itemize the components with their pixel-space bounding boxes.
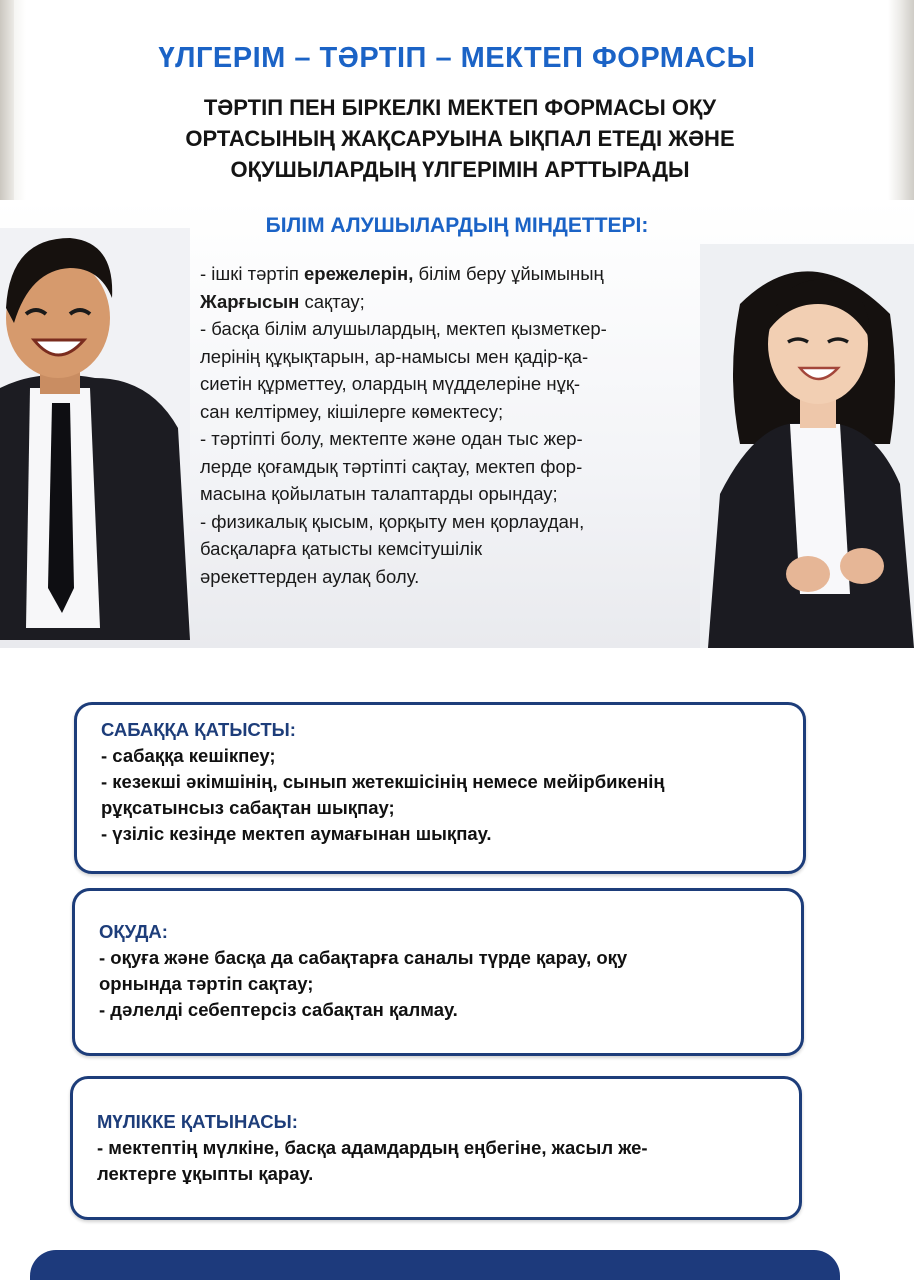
subtitle-line: ОРТАСЫНЫҢ ЖАҚСАРУЫНА ЫҚПАЛ ЕТЕДІ ЖӘНЕ — [185, 126, 735, 151]
obligation-line: сиетін құрметтеу, олардың мүдделеріне нұқ- — [200, 373, 581, 394]
obligation-line: басқаларға қатысты кемсітушілік — [200, 538, 483, 559]
card-line: - дәлелді себептерсіз сабақтан қалмау. — [99, 999, 458, 1020]
page-subtitle — [110, 92, 810, 185]
card-line: орнында тәртіп сақтау; — [99, 973, 314, 994]
obligation-line: - басқа білім алушылардың, мектеп қызметкер- — [200, 318, 607, 339]
obligation-line: лерінің құқықтарын, ар-намысы мен қадір-қа- — [200, 345, 589, 367]
obligation-line — [200, 288, 710, 316]
obligation-line: әрекеттерден аулақ болу. — [200, 565, 420, 587]
card-studies — [72, 888, 804, 1056]
obligations-list — [200, 260, 710, 590]
obligation-line — [200, 260, 710, 288]
obligation-line: масына қойылатын талаптарды орындау; — [200, 483, 558, 504]
subtitle-line: ТӘРТІП ПЕН БІРКЕЛКІ МЕКТЕП ФОРМАСЫ ОҚУ — [203, 95, 717, 120]
card-line: - сабаққа кешікпеу; — [101, 745, 276, 766]
obligation-line: - физикалық қысым, қорқыту мен қорлаудан, — [200, 510, 585, 532]
card-line: - үзіліс кезінде мектеп аумағынан шықпау. — [101, 823, 492, 844]
card-title: ОҚУДА: — [99, 921, 168, 942]
obligation-text: - ішкі тәртіп — [200, 263, 304, 284]
obligation-text: сақтау; — [299, 290, 365, 312]
card-lessons — [74, 702, 806, 874]
obligation-text: білім беру ұйымының — [413, 263, 604, 284]
obligation-emphasis: ережелерін, — [303, 263, 414, 284]
girl-illustration — [700, 244, 914, 648]
subtitle-line: ОҚУШЫЛАРДЫҢ ҮЛГЕРІМІН АРТТЫРАДЫ — [230, 157, 690, 182]
card-line: - оқуға және басқа да сабақтарға саналы түрде қарау, оқу — [99, 947, 628, 968]
boy-illustration — [0, 228, 190, 640]
card-title: МҮЛІККЕ ҚАТЫНАСЫ: — [97, 1111, 298, 1132]
footer-band — [30, 1250, 840, 1280]
card-line: лектерге ұқыпты қарау. — [97, 1163, 314, 1184]
page-title: ҮЛГЕРІМ – ТӘРТІП – МЕКТЕП ФОРМАСЫ — [158, 42, 756, 74]
card-line: - мектептің мүлкіне, басқа адамдардың еңбегіне, жасыл же- — [97, 1137, 648, 1158]
card-line: рұқсатынсыз сабақтан шықпау; — [101, 797, 395, 818]
card-line: - кезекші әкімшінің, сынып жетекшісінің немесе мейірбикенің — [101, 771, 665, 792]
obligations-heading: БІЛІМ АЛУШЫЛАРДЫҢ МІНДЕТТЕРІ: — [265, 214, 649, 237]
obligation-line: лерде қоғамдық тәртіпті сақтау, мектеп фор- — [200, 455, 583, 477]
obligation-line: - тәртіпті болу, мектепте және одан тыс жер- — [200, 428, 583, 449]
card-property — [70, 1076, 802, 1220]
card-title: САБАҚҚА ҚАТЫСТЫ: — [101, 719, 296, 740]
obligation-emphasis: Жарғысын — [200, 290, 300, 312]
obligation-line: сан келтірмеу, кішілерге көмектесу; — [200, 400, 504, 422]
